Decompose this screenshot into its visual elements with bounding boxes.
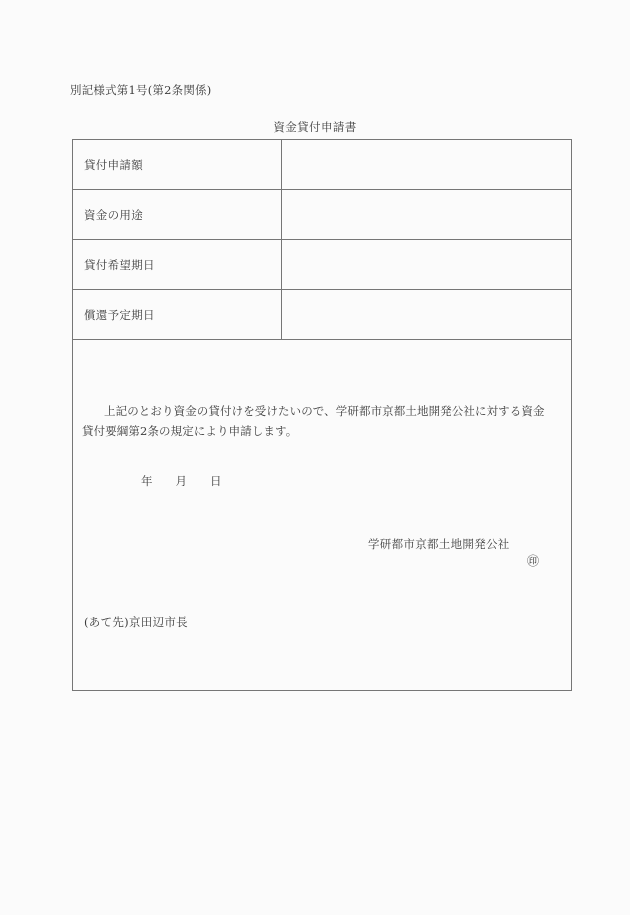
row-value-desired-loan-date[interactable]	[282, 240, 572, 290]
row-value-repayment-date[interactable]	[282, 290, 572, 340]
application-statement: 上記のとおり資金の貸付けを受けたいので、学研都市京都土地開発公社に対する資金貸付要綱第2条の規定により申請します。	[82, 404, 545, 438]
seal-icon: ㊞	[527, 554, 540, 568]
row-value-fund-purpose[interactable]	[282, 190, 572, 240]
table-row	[73, 140, 572, 190]
table-row	[73, 290, 572, 340]
applicant-signature-line[interactable]: 学研都市京都土地開発公社	[368, 537, 510, 551]
statement-cell-inner	[73, 340, 571, 690]
row-label-desired-loan-date: 貸付希望期日	[73, 240, 282, 290]
statement-cell	[73, 340, 572, 691]
row-label-fund-purpose: 資金の用途	[73, 190, 282, 240]
page-title: 資金貸付申請書	[273, 120, 357, 134]
row-label-loan-amount: 貸付申請額	[73, 140, 282, 190]
row-value-loan-amount[interactable]	[282, 140, 572, 190]
row-label-repayment-date: 償還予定期日	[73, 290, 282, 340]
application-form-table	[72, 139, 572, 691]
table-row	[73, 240, 572, 290]
table-row-statement	[73, 340, 572, 691]
date-blank-line[interactable]: 年 月 日	[141, 474, 222, 488]
addressee-line: (あて先)京田辺市長	[84, 615, 188, 629]
form-code-label: 別記様式第1号(第2条関係)	[70, 83, 212, 97]
table-row	[73, 190, 572, 240]
